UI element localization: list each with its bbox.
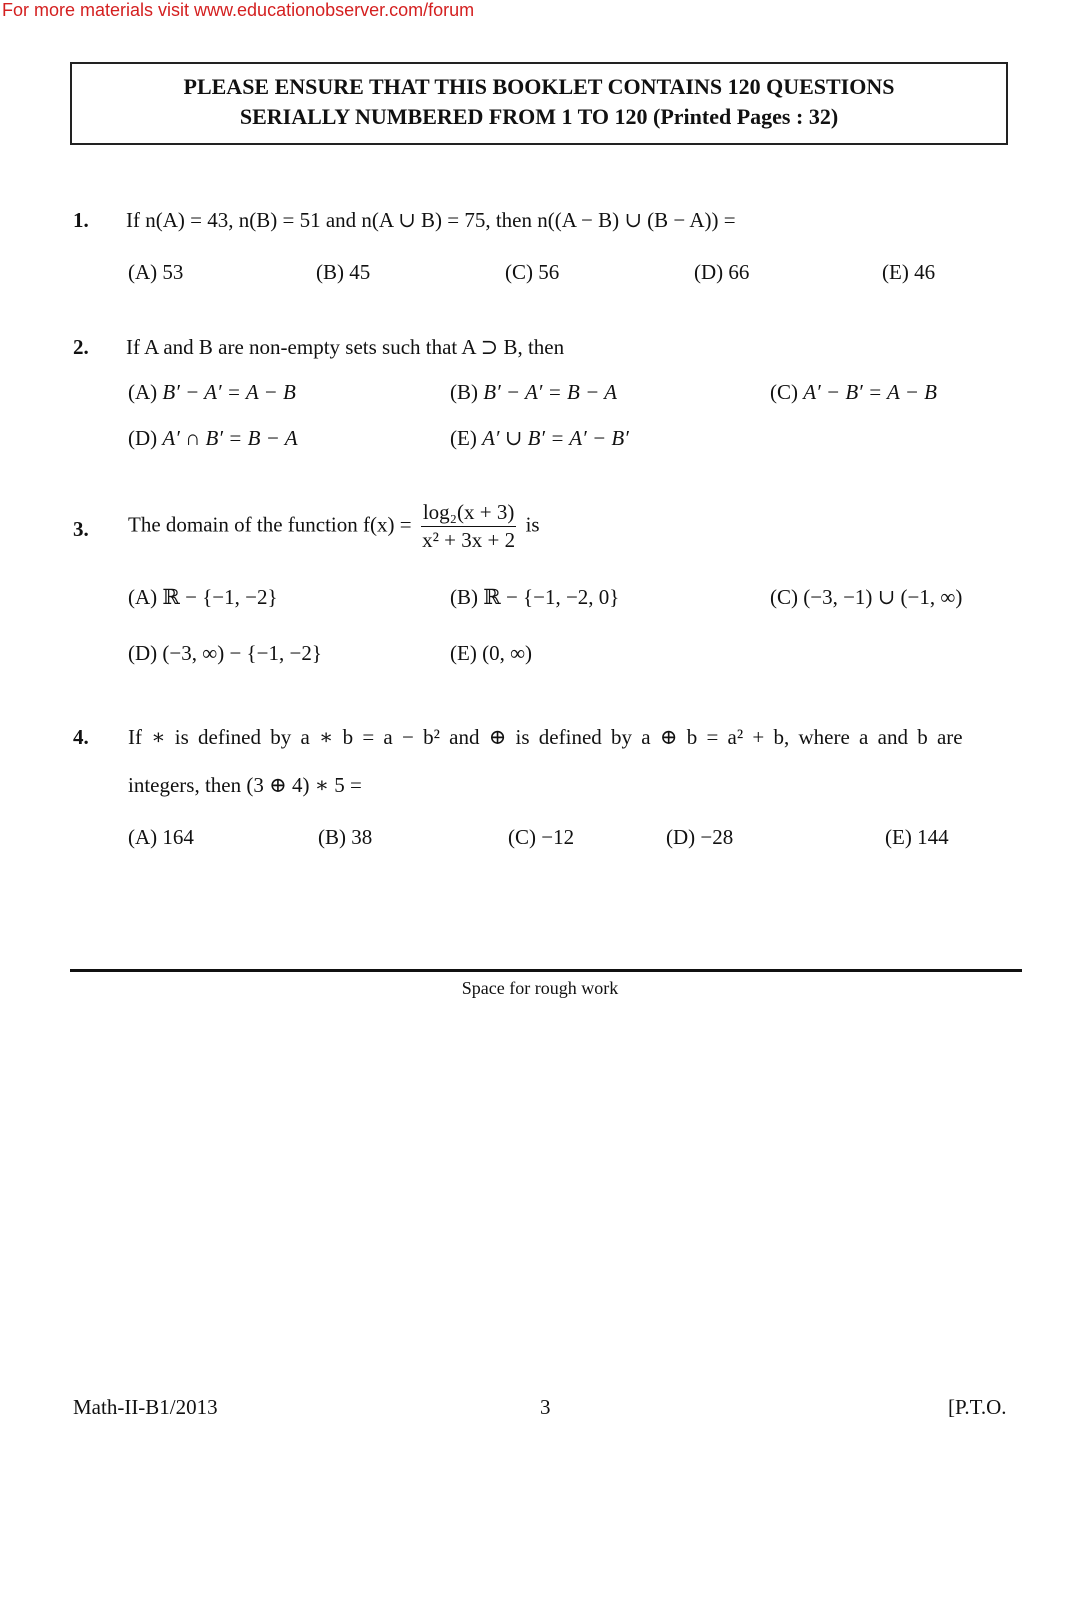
option-a[interactable]: (A) 53: [128, 260, 184, 284]
notice-line-2: SERIALLY NUMBERED FROM 1 TO 120 (Printed Pages : 32): [239, 104, 839, 129]
notice-box: [70, 62, 1008, 145]
question-number: 3.: [73, 517, 89, 541]
option-e[interactable]: (E) 46: [882, 260, 936, 284]
question-text: The domain of the function f(x) = $\frac{\text{log₂(x + 3)}}{\text{x² + 3x + 2}}$ is: [128, 500, 540, 552]
option-c[interactable]: (C) −12: [508, 825, 575, 849]
option-c[interactable]: (C) 56: [505, 260, 560, 284]
option-d[interactable]: (D) −28: [666, 825, 734, 849]
question-number: 2.: [73, 335, 89, 359]
footer-pto: [P.T.O.: [948, 1395, 1007, 1419]
option-b[interactable]: (B) 45: [316, 260, 371, 284]
question-text-line-2: integers, then (3 ⊕ 4) ∗ 5 =: [128, 773, 362, 797]
divider-rule: [70, 969, 1022, 972]
option-b[interactable]: (B) ℝ − {−1, −2, 0}: [450, 585, 620, 609]
footer-page-number: 3: [540, 1395, 551, 1419]
option-b[interactable]: (B) B′ − A′ = B − A: [450, 380, 618, 404]
option-d[interactable]: (D) A′ ∩ B′ = B − A: [128, 426, 298, 450]
option-a[interactable]: (A) B′ − A′ = A − B: [128, 380, 296, 404]
option-e[interactable]: (E) 144: [885, 825, 949, 849]
option-c[interactable]: (C) A′ − B′ = A − B: [770, 380, 938, 404]
question-number: 4.: [73, 725, 89, 749]
option-b[interactable]: (B) 38: [318, 825, 373, 849]
question-text-line-1: If ∗ is defined by a ∗ b = a − b² and ⊕ is defined by a ⊕ b = a² + b, where a and b are: [128, 725, 963, 749]
footer-code: Math-II-B1/2013: [73, 1395, 218, 1419]
option-c[interactable]: (C) (−3, −1) ∪ (−1, ∞): [770, 585, 963, 609]
option-a[interactable]: (A) 164: [128, 825, 194, 849]
notice-line-1: PLEASE ENSURE THAT THIS BOOKLET CONTAINS 120 QUESTIONS: [183, 74, 895, 99]
fraction: $\frac{\text{log₂(x + 3)}}{\text{x² + 3x + 2}}$: [422, 500, 516, 552]
question-number: 1.: [73, 208, 89, 232]
promo-link[interactable]: For more materials visit www.educationobserver.com/forum: [2, 0, 475, 20]
question-text: If A and B are non-empty sets such that A ⊃ B, then: [126, 335, 565, 359]
question-text: If n(A) = 43, n(B) = 51 and n(A ∪ B) = 75, then n((A − B) ∪ (B − A)) =: [126, 208, 736, 232]
option-e[interactable]: (E) A′ ∪ B′ = A′ − B′: [450, 426, 629, 450]
option-a[interactable]: (A) ℝ − {−1, −2}: [128, 585, 278, 609]
option-e[interactable]: (E) (0, ∞): [450, 641, 533, 665]
option-d[interactable]: (D) 66: [694, 260, 750, 284]
option-d[interactable]: (D) (−3, ∞) − {−1, −2}: [128, 641, 322, 665]
rough-work-label: Space for rough work: [461, 978, 619, 998]
